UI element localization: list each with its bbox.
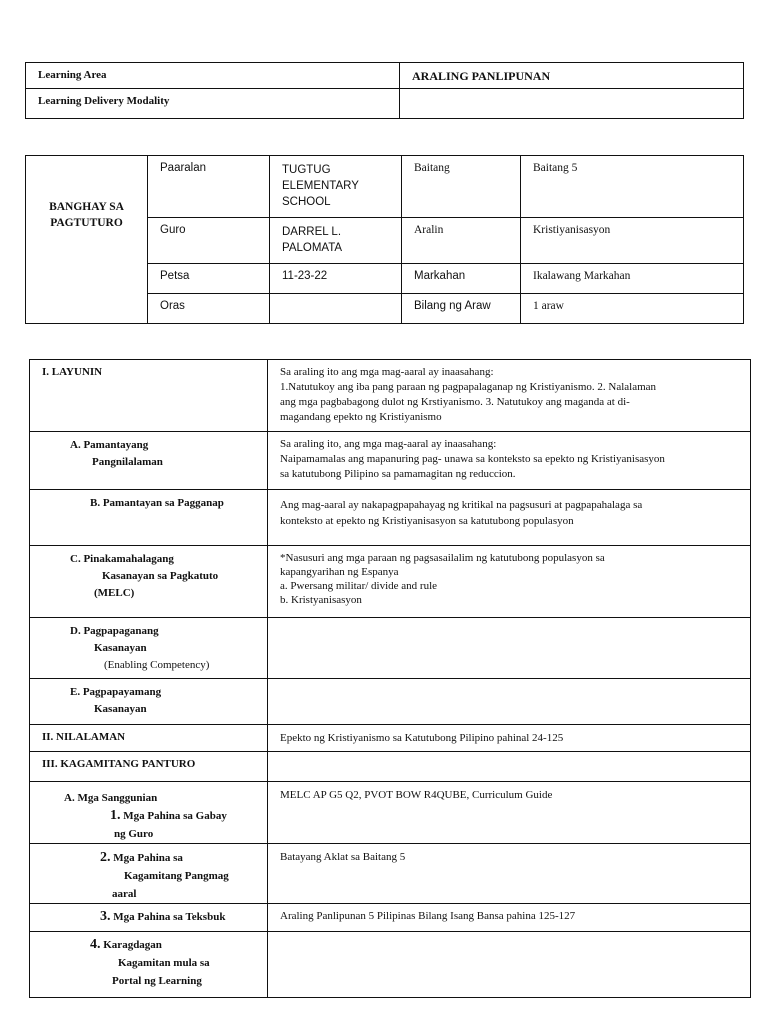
enabling-label-cell (30, 618, 268, 679)
pamantayang-line3: sa katutubong Pilipino sa pamamagitan ng reduccion. (280, 468, 516, 480)
learning-area-value: ARALING PANLIPUNAN (412, 69, 551, 83)
pamantayan-pagganap-label-cell (30, 490, 268, 546)
teksbuk-value-cell (268, 904, 751, 932)
petsa-value: 11-23-22 (282, 270, 328, 282)
kagamitang-pangmag-number: 2. (100, 850, 111, 865)
delivery-value-cell (400, 89, 744, 119)
pagpapayamang-label-line1: E. Pagpapayamang (70, 686, 162, 698)
karagdagan-number: 4. (90, 937, 101, 952)
gabay-value-cell (268, 782, 751, 844)
kagamitang-pangmag-label-line1: Mga Pahina sa (113, 852, 183, 864)
pagpapayamang-label-cell (30, 679, 268, 725)
petsa-label: Petsa (160, 270, 190, 282)
aralin-label: Aralin (414, 224, 444, 236)
petsa-label-cell (148, 264, 270, 294)
delivery-modality-label: Learning Delivery Modality (38, 95, 170, 107)
nilalaman-value: Epekto ng Kristiyanismo sa Katutubong Pilipino pahinal 24-125 (280, 732, 564, 744)
guro-value-line1: DARREL L. (282, 226, 342, 238)
paaralan-value-line1: TUGTUG (282, 164, 331, 176)
delivery-label-cell (26, 89, 400, 119)
bilang-ng-araw-label: Bilang ng Araw (414, 300, 491, 312)
teksbuk-value: Araling Panlipunan 5 Pilipinas Bilang Isang Bansa pahina 125-127 (280, 910, 576, 922)
melc-label-cell (30, 546, 268, 618)
bilang-ng-araw-value: 1 araw (533, 300, 564, 312)
enabling-label-line2: Kasanayan (94, 642, 147, 654)
guro-label: Guro (160, 224, 186, 236)
pamantayang-pangnilalaman-value-cell (268, 432, 751, 490)
melc-value-cell (268, 546, 751, 618)
guro-value-line2: PALOMATA (282, 242, 343, 254)
paaralan-value-line2: ELEMENTARY (282, 180, 359, 192)
pamantayang-line2: Naipamamalas ang mapanuring pag- unawa sa konteksto sa epekto ng Kristiyanisasyon (280, 453, 665, 465)
pamantayang-label-line2: Pangnilalaman (92, 456, 163, 468)
baitang-value: Baitang 5 (533, 162, 578, 174)
oras-value-cell (270, 294, 402, 324)
aralin-value-cell (521, 218, 744, 264)
baitang-label-cell (402, 156, 521, 218)
enabling-value-cell (268, 618, 751, 679)
layunin-line4: magandang epekto ng Kristiyanismo (280, 411, 442, 423)
guro-label-cell (148, 218, 270, 264)
layunin-line1: Sa araling ito ang mga mag-aaral ay inaasahang: (280, 366, 494, 378)
pagganap-line2: konteksto at epekto ng Kristiyanisasyon sa katutubong populasyon (280, 515, 574, 527)
karagdagan-label-line2: Kagamitan mula sa (118, 957, 210, 969)
kagamitang-pangmag-value: Batayang Aklat sa Baitang 5 (280, 851, 406, 863)
kagamitang-pangmag-value-cell (268, 844, 751, 904)
kagamitang-pangmag-label-line2: Kagamitang Pangmag (124, 870, 229, 882)
paaralan-label: Paaralan (160, 162, 207, 174)
aralin-label-cell (402, 218, 521, 264)
guro-value-cell (270, 218, 402, 264)
pagpapayamang-label-line2: Kasanayan (94, 703, 147, 715)
kagamitang-pangmag-label-line3: aaral (112, 888, 137, 900)
learning-area-label-cell (26, 63, 400, 89)
sanggunian-label: A. Mga Sanggunian (64, 792, 158, 804)
melc-label-line2: Kasanayan sa Pagkatuto (102, 570, 219, 582)
oras-label-cell (148, 294, 270, 324)
melc-label-line1: C. Pinakamahalagang (70, 553, 174, 565)
bilang-value-cell (521, 294, 744, 324)
paaralan-label-cell (148, 156, 270, 218)
baitang-value-cell (521, 156, 744, 218)
markahan-value-cell (521, 264, 744, 294)
pamantayang-label-line1: A. Pamantayang (70, 439, 149, 451)
melc-line1: *Nasusuri ang mga paraan ng pagsasailalim ng katutubong populasyon sa (280, 552, 605, 564)
kagamitang-panturo-label: III. KAGAMITANG PANTURO (42, 758, 196, 770)
teksbuk-label-cell (30, 904, 268, 932)
karagdagan-label-line1: Karagdagan (103, 939, 162, 951)
layunin-label-cell (30, 360, 268, 432)
karagdagan-label-cell (30, 932, 268, 998)
nilalaman-label: II. NILALAMAN (42, 731, 126, 743)
sanggunian-label-cell (30, 782, 268, 844)
oras-label: Oras (160, 300, 185, 312)
lesson-info-table (25, 155, 744, 324)
pagganap-line1: Ang mag-aaral ay nakapagpapahayag ng kritikal na pagsusuri at pagpapahalaga sa (280, 499, 643, 511)
pamantayan-pagganap-value-cell (268, 490, 751, 546)
gabay-number: 1. (110, 808, 121, 823)
learning-area-label: Learning Area (38, 69, 107, 81)
gabay-label-line2: ng Guro (114, 828, 154, 840)
markahan-value: Ikalawang Markahan (533, 270, 631, 282)
melc-line2: kapangyarihan ng Espanya (280, 566, 399, 578)
markahan-label: Markahan (414, 270, 466, 282)
melc-line3: a. Pwersang militar/ divide and rule (280, 580, 438, 592)
kagamitang-panturo-value-cell (268, 752, 751, 782)
banghay-title-line2: PAGTUTURO (50, 216, 123, 229)
paaralan-value-line3: SCHOOL (282, 196, 331, 208)
pagpapayamang-value-cell (268, 679, 751, 725)
nilalaman-value-cell (268, 725, 751, 752)
karagdagan-label-line3: Portal ng Learning (112, 975, 202, 987)
lesson-plan-table (29, 359, 751, 998)
gabay-value: MELC AP G5 Q2, PVOT BOW R4QUBE, Curriculum Guide (280, 789, 553, 801)
bilang-label-cell (402, 294, 521, 324)
banghay-title-line1: BANGHAY SA (49, 200, 124, 213)
kagamitang-pangmag-label-cell (30, 844, 268, 904)
pamantayang-pangnilalaman-label-cell (30, 432, 268, 490)
baitang-label: Baitang (414, 162, 450, 174)
layunin-value-cell (268, 360, 751, 432)
karagdagan-value-cell (268, 932, 751, 998)
aralin-value: Kristiyanisasyon (533, 224, 611, 236)
markahan-label-cell (402, 264, 521, 294)
pamantayan-pagganap-label: B. Pamantayan sa Pagganap (90, 497, 224, 509)
nilalaman-label-cell (30, 725, 268, 752)
paaralan-value-cell (270, 156, 402, 218)
enabling-label-line3: (Enabling Competency) (104, 659, 210, 671)
layunin-line2: 1.Natutukoy ang iba pang paraan ng pagpapalaganap ng Kristiyanismo. 2. Nalalaman (280, 381, 657, 393)
pamantayang-line1: Sa araling ito, ang mga mag-aaral ay inaasahang: (280, 438, 497, 450)
melc-line4: b. Kristyanisasyon (280, 594, 362, 606)
learning-area-table (25, 62, 744, 119)
petsa-value-cell (270, 264, 402, 294)
layunin-label: I. LAYUNIN (42, 366, 103, 378)
gabay-label-line1: Mga Pahina sa Gabay (123, 810, 227, 822)
layunin-line3: ang mga pagbabagong dulot ng Krstiyanismo. 3. Natutukoy ang maganda at di- (280, 396, 630, 408)
enabling-label-line1: D. Pagpapaganang (70, 625, 159, 637)
kagamitang-panturo-label-cell (30, 752, 268, 782)
teksbuk-label: Mga Pahina sa Teksbuk (113, 911, 226, 923)
learning-area-value-cell (400, 63, 744, 89)
teksbuk-number: 3. (100, 909, 111, 924)
melc-label-line3: (MELC) (94, 587, 135, 599)
banghay-title-cell (26, 156, 148, 324)
